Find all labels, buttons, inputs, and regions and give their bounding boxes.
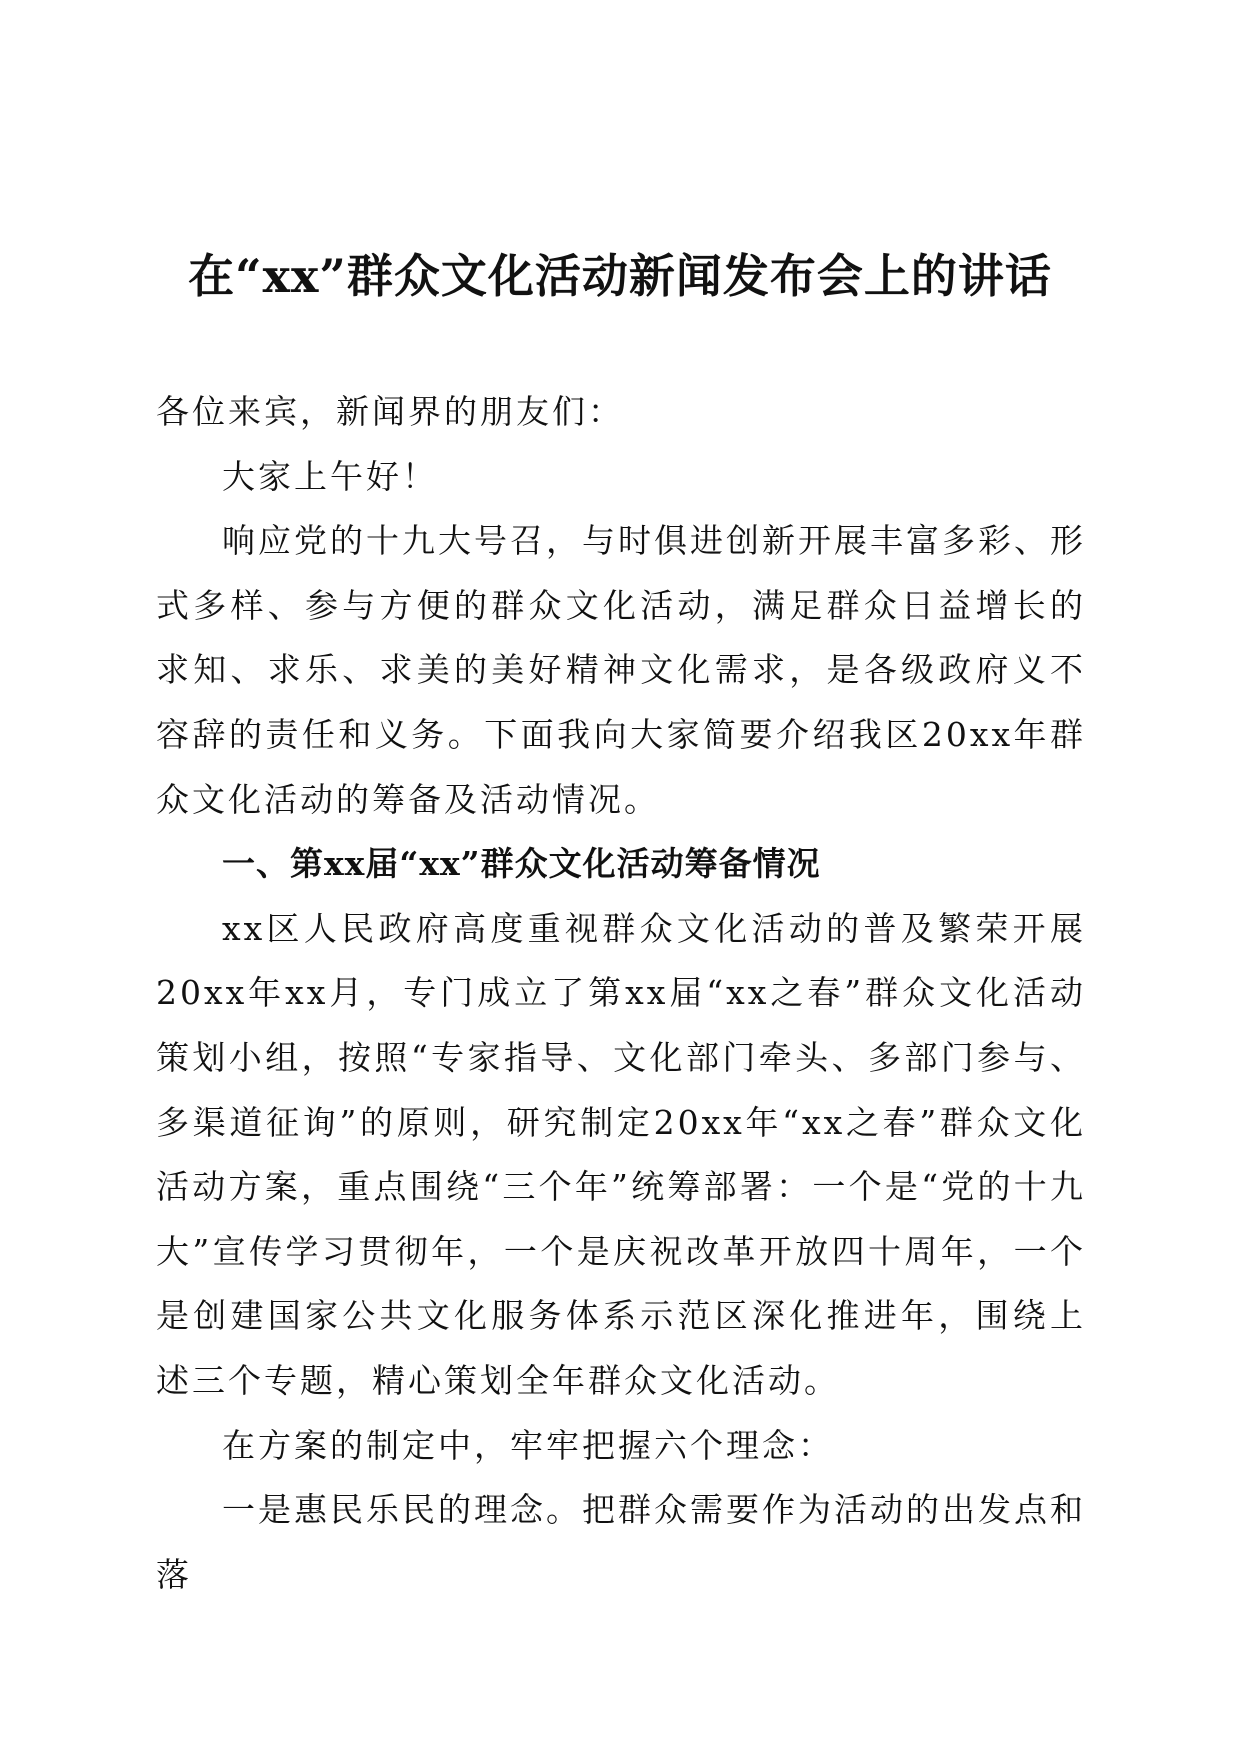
document-body (156, 380, 1086, 1607)
paragraph-section-1: xx区人民政府高度重视群众文化活动的普及繁荣开展20xx年xx月，专门成立了第xx届“xx之春”群众文化活动策划小组，按照“专家指导、文化部门牵头、多部门参与、多渠道征询”的原则，研究制定20xx年“xx之春”群众文化活动方案，重点围绕“三个年”统筹部署：一个是“党的十九大”宣传学习贯彻年，一个是庆祝改革开放四十周年，一个是创建国家公共文化服务体系示范区深化推进年，围绕上述三个专题，精心策划全年群众文化活动。 (156, 908, 1086, 1400)
paragraph-idea-1: 一是惠民乐民的理念。把群众需要作为活动的出发点和落 (156, 1490, 1086, 1594)
greeting: 大家上午好！ (222, 456, 438, 496)
salutation: 各位来宾，新闻界的朋友们： (156, 392, 624, 431)
paragraph-ideas-intro: 在方案的制定中，牢牢把握六个理念： (222, 1425, 834, 1465)
document-title: 在“xx”群众文化活动新闻发布会上的讲话 (188, 249, 1052, 303)
paragraph-intro: 响应党的十九大号召，与时俱进创新开展丰富多彩、形式多样、参与方便的群众文化活动，满足群众日益增长的求知、求乐、求美的美好精神文化需求，是各级政府义不容辞的责任和义务。下面我向大家简要介绍我区20xx年群众文化活动的筹备及活动情况。 (156, 521, 1086, 819)
section-heading: 一、第xx届“xx”群众文化活动筹备情况 (222, 844, 821, 884)
